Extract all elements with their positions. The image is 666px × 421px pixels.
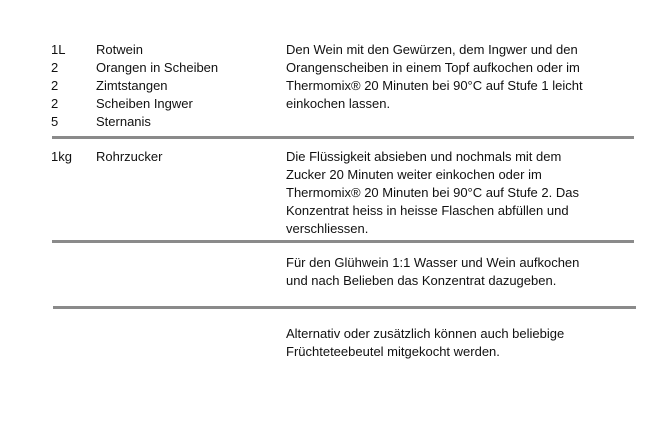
instruction-text bbox=[286, 148, 606, 238]
instruction-line: Den Wein mit den Gewürzen, dem Ingwer und den bbox=[286, 42, 578, 57]
instruction-line: Die Flüssigkeit absieben und nochmals mit dem bbox=[286, 149, 562, 164]
ingredient-qty: 2 bbox=[51, 96, 59, 111]
ingredient-name: Rotwein bbox=[96, 42, 143, 57]
ingredient-qty: 1kg bbox=[51, 149, 72, 164]
instruction-line: und nach Belieben das Konzentrat dazugeben. bbox=[286, 273, 557, 288]
ingredient-name: Scheiben Ingwer bbox=[96, 96, 193, 111]
instruction-text bbox=[286, 254, 606, 290]
ingredient-qty: 2 bbox=[51, 60, 59, 75]
section-divider bbox=[53, 306, 636, 309]
instruction-line: Thermomix® 20 Minuten bei 90°C auf Stufe 2. Das bbox=[286, 185, 579, 200]
ingredient-name: Sternanis bbox=[96, 114, 151, 129]
ingredient-name: Zimtstangen bbox=[96, 78, 168, 93]
instruction-line: Alternativ oder zusätzlich können auch beliebige bbox=[286, 326, 565, 341]
instruction-text bbox=[286, 325, 606, 361]
ingredient-name: Rohrzucker bbox=[96, 149, 163, 164]
ingredient-names bbox=[96, 148, 276, 166]
instruction-line: Thermomix® 20 Minuten bei 90°C auf Stufe 1 leicht bbox=[286, 78, 583, 93]
instruction-line: Für den Glühwein 1:1 Wasser und Wein aufkochen bbox=[286, 255, 580, 270]
ingredient-quantities bbox=[51, 148, 91, 166]
ingredient-qty: 5 bbox=[51, 114, 59, 129]
instruction-text bbox=[286, 41, 606, 113]
ingredient-qty: 2 bbox=[51, 78, 59, 93]
instruction-line: Orangenscheiben in einem Topf aufkochen oder im bbox=[286, 60, 580, 75]
instruction-line: einkochen lassen. bbox=[286, 96, 391, 111]
instruction-line: Konzentrat heiss in heisse Flaschen abfüllen und bbox=[286, 203, 569, 218]
instruction-line: Früchteteebeutel mitgekocht werden. bbox=[286, 344, 500, 359]
ingredient-qty: 1L bbox=[51, 42, 66, 57]
instruction-line: Zucker 20 Minuten weiter einkochen oder im bbox=[286, 167, 542, 182]
instruction-line: verschliessen. bbox=[286, 221, 369, 236]
ingredient-name: Orangen in Scheiben bbox=[96, 60, 219, 75]
ingredient-quantities bbox=[51, 41, 91, 131]
section-divider bbox=[52, 240, 634, 243]
ingredient-names bbox=[96, 41, 276, 131]
section-divider bbox=[52, 136, 634, 139]
